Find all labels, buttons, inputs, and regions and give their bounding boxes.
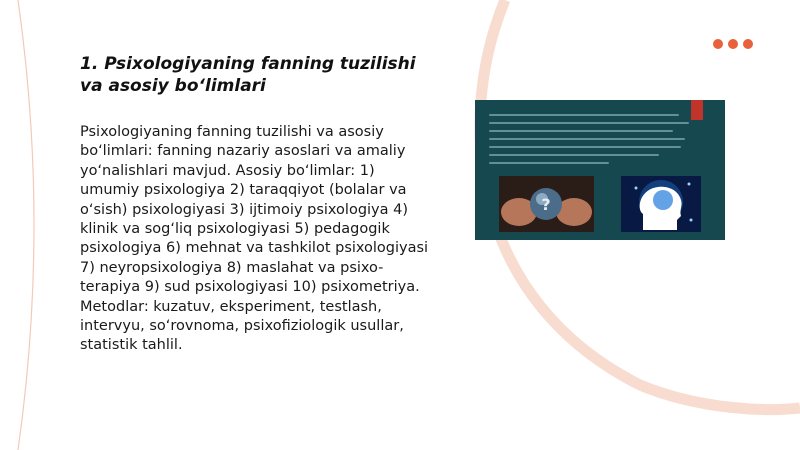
slide-thumbnail-image — [475, 100, 725, 240]
svg-text:?: ? — [541, 195, 551, 214]
dot-icon — [728, 39, 738, 49]
three-dots-icon — [713, 39, 753, 49]
slide-title: 1. Psixologiyaning fanning tuzilishi va asosiy bo‘limlari — [80, 54, 416, 96]
dot-icon — [743, 39, 753, 49]
thumbnail-red-tab — [691, 100, 703, 120]
decorative-arc-left — [18, 0, 34, 450]
slide-body-text: Psixologiyaning fanning tuzilishi va asosiy bo‘limlari: fanning nazariy asoslari va amaliy yo‘nalishlari mavjud. Asosiy bo‘limlar: 1) umumiy psixologiya 2) taraqqiyot (bolalar va o‘sish) psixologiyasi 3) ijtimoiy psixologiya 4) klinik va sog‘liq psixologiyasi 5) pedagogik psixologiya 6) mehnat va tashkilot psixologiyasi 7) neyropsixologiya 8) maslahat va psixo-terapiya 9) sud psixologiyasi 10) psixometriya. Metodlar: kuzatuv, eksperiment, testlash, intervyu, so‘rovnoma, psixofiziologik usullar, statistik tahlil. — [80, 124, 429, 354]
thumbnail-text-lines — [489, 114, 689, 170]
brain-head-icon — [621, 176, 701, 232]
crystal-ball-hands-icon — [499, 176, 594, 232]
dot-icon — [713, 39, 723, 49]
